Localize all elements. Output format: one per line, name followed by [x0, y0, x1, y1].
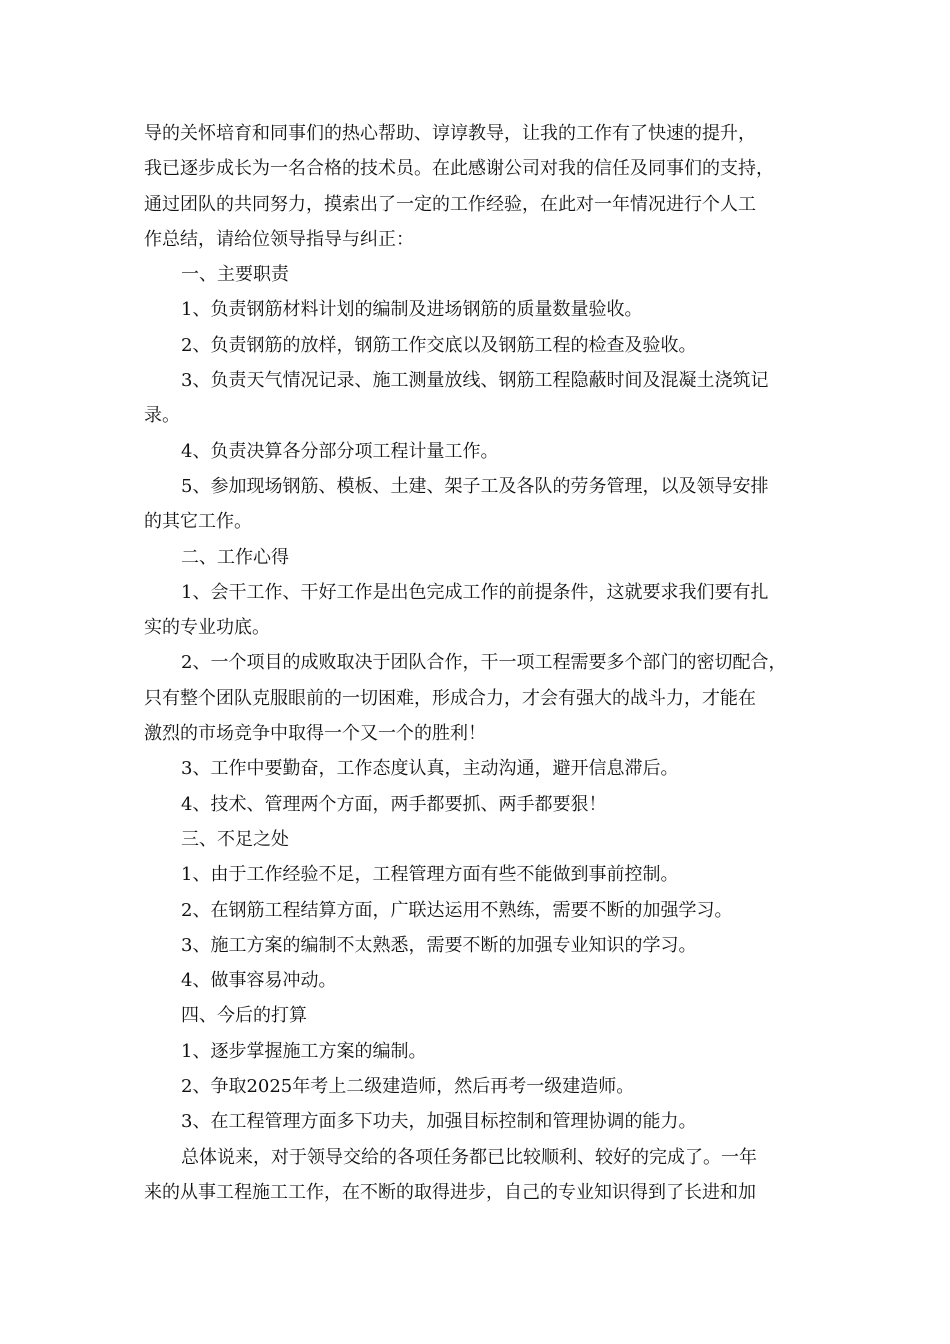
text-line: 的其它工作。	[144, 511, 252, 533]
text-line: 5、参加现场钢筋、模板、土建、架子工及各队的劳务管理，以及领导安排	[181, 475, 769, 497]
text-line: 一、主要职责	[181, 264, 289, 286]
text-line: 四、今后的打算	[181, 1005, 307, 1027]
text-line: 3、工作中要勤奋，工作态度认真，主动沟通，避开信息滞后。	[181, 758, 679, 780]
text-line: 二、工作心得	[181, 546, 289, 568]
text-line: 总体说来，对于领导交给的各项任务都已比较顺利、较好的完成了。一年	[181, 1146, 757, 1168]
text-line: 通过团队的共同努力，摸索出了一定的工作经验，在此对一年情况进行个人工	[144, 193, 756, 215]
document-body	[144, 116, 820, 1210]
text-line: 2、争取2025年考上二级建造师，然后再考一级建造师。	[181, 1076, 635, 1098]
text-line: 实的专业功底。	[144, 617, 270, 639]
text-line: 导的关怀培育和同事们的热心帮助、谆谆教导，让我的工作有了快速的提升，	[144, 123, 756, 144]
text-line: 2、负责钢筋的放样，钢筋工作交底以及钢筋工程的检查及验收。	[181, 334, 697, 356]
text-line: 3、施工方案的编制不太熟悉，需要不断的加强专业知识的学习。	[181, 934, 697, 956]
text-line: 2、一个项目的成败取决于团队合作，干一项工程需要多个部门的密切配合，	[181, 652, 787, 674]
text-line: 1、由于工作经验不足，工程管理方面有些不能做到事前控制。	[181, 864, 679, 886]
text-line: 4、做事容易冲动。	[181, 970, 337, 992]
text-line: 2、在钢筋工程结算方面，广联达运用不熟练，需要不断的加强学习。	[181, 899, 733, 921]
text-line: 来的从事工程施工工作，在不断的取得进步，自己的专业知识得到了长进和加	[144, 1181, 756, 1203]
text-line: 只有整个团队克服眼前的一切困难，形成合力，才会有强大的战斗力，才能在	[144, 687, 756, 709]
text-line: 1、负责钢筋材料计划的编制及进场钢筋的质量数量验收。	[181, 299, 643, 321]
text-line: 4、负责决算各分部分项工程计量工作。	[181, 440, 499, 462]
text-line: 3、负责天气情况记录、施工测量放线、钢筋工程隐蔽时间及混凝土浇筑记	[181, 370, 769, 392]
text-line: 我已逐步成长为一名合格的技术员。在此感谢公司对我的信任及同事们的支持，	[144, 158, 774, 180]
text-line: 1、逐步掌握施工方案的编制。	[181, 1040, 427, 1062]
text-line: 作总结，请给位领导指导与纠正：	[144, 228, 414, 250]
text-line: 录。	[144, 405, 180, 427]
text-line: 3、在工程管理方面多下功夫，加强目标控制和管理协调的能力。	[181, 1111, 697, 1133]
text-line: 4、技术、管理两个方面，两手都要抓、两手都要狠！	[181, 793, 607, 815]
text-line: 1、会干工作、干好工作是出色完成工作的前提条件，这就要求我们要有扎	[181, 581, 769, 603]
text-line: 三、不足之处	[181, 828, 289, 850]
text-line: 激烈的市场竞争中取得一个又一个的胜利！	[144, 723, 486, 745]
